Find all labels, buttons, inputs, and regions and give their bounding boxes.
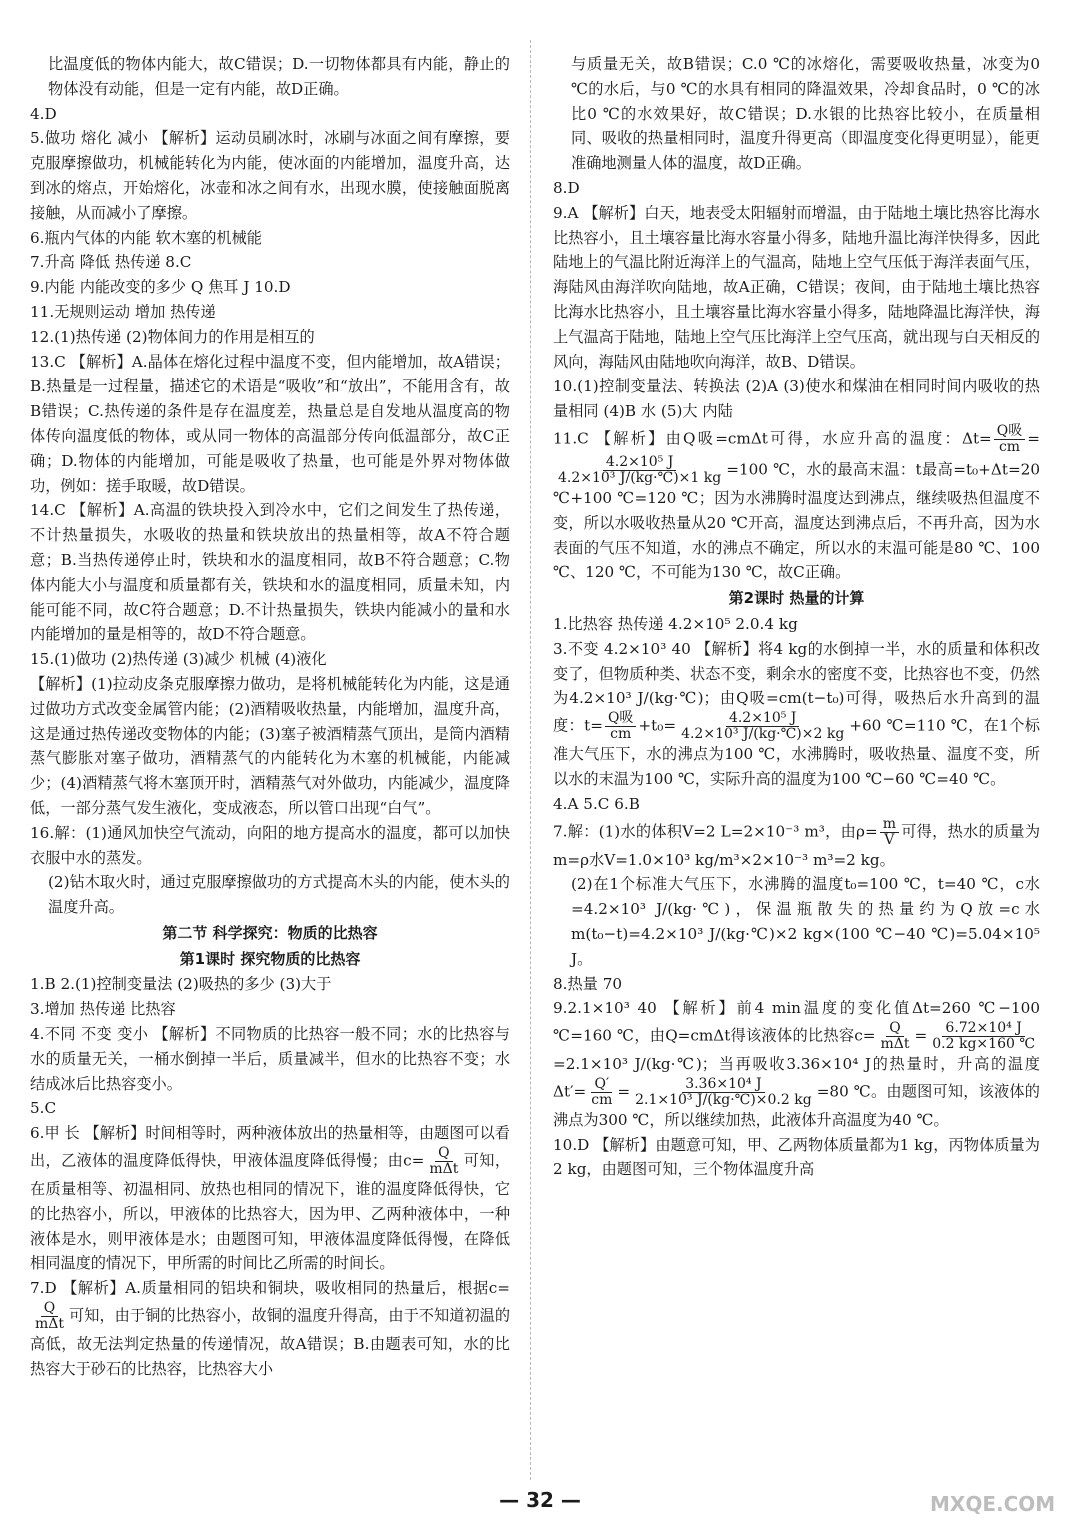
answer-12: 12.(1)热传递 (2)物体间力的作用是相互的: [30, 327, 315, 346]
lesson-heading: 第1课时 探究物质的比热容: [179, 949, 361, 968]
answer-16-part2: (2)钻木取火时，通过克服摩擦做功的方式提高木头的内能，使木头的温度升高。: [48, 873, 510, 917]
answer-8: 8.D: [553, 178, 580, 197]
answer-5b: 5.C: [30, 1099, 57, 1118]
right-column: [553, 52, 1040, 1182]
answer-15-analysis: 【解析】(1)拉动皮条克服摩擦力做功，是将机械能转化为内能，这是通过做功方式改变金属管内能；(2)酒精吸收热量，内能增加，温度升高，这是通过热传递改变物体的内能；(3)塞子被酒精蒸气顶出，是筒内酒精蒸气膨胀对塞子做功，酒精蒸气的内能转化为木塞的机械能，内能减少；(4)酒精蒸气将木塞顶开时，酒精蒸气对外做功，内能减少，温度降低，一部分蒸气发生液化，变成液态，所以管口出现“白气”。: [30, 674, 510, 817]
answer-6: 6.瓶内气体的内能 软木塞的机械能: [30, 228, 262, 247]
answer-9c: 9.2.1×10³ 40 【解析】前4 min温度的变化值Δt=260 ℃−100 ℃=160 ℃，由Q=cmΔt得该液体的比热容c= $\frac{Q}{\text{mΔt}}$ = $\frac{\text{6.72×10⁴ J}}{0.2 kg\times 160 ℃}$ =2.1×10³ J/(kg·℃)；当再吸收3.36×10⁴ J的热量时，升高的温度Δt′= $\frac{Q'}{cm}$ = $\frac{\text{3.36×10⁴ J}}{\text{2.1×10³ J/(kg·℃)×0.2 kg}}$ =80 ℃。由题图可知，该液体的沸点为300 ℃，所以继续加热，此液体升高温度为40 ℃。: [553, 999, 1040, 1129]
answer-7b-lead: 7.D 【解析】A.质量相同的铝块和铜块，吸收相同的热量后，根据: [30, 1279, 489, 1298]
answer-10: 10.(1)控制变量法、转换法 (2)A (3)使水和煤油在相同时间内吸收的热量相同 (4)B 水 (5)大 内陆: [553, 377, 1040, 421]
answer-11b-lead: 11.C 【解析】由Q吸=cmΔt可得，水应升高的温度：Δt=: [553, 429, 992, 448]
answer-15: 15.(1)做功 (2)热传递 (3)减少 机械 (4)液化: [30, 650, 327, 669]
answer-3c: 3.不变 4.2×10³ 40 【解析】将4 kg的水倒掉一半，水的质量和体积改变了，但物质种类、状态不变，剩余水的密度不变，比热容也不变，仍然为4.2×10³ J/(kg·℃)；由Q吸=cm(t−t₀)可得，吸热后水升高到的温度：t= $\frac{\text{Q吸}}{cm}$ +t₀= $\frac{\text{4.2×10⁵ J}}{\text{4.2×10³ J/(kg·℃)×2 kg}}$ +60 ℃=110 ℃，在1个标准大气压下，水的沸点为100 ℃，水沸腾时，吸收热量、温度不变，所以水的末温为100 ℃，实际升高的温度为100 ℃−60 ℃=40 ℃。: [553, 639, 1040, 788]
answer-11: 11.无规则运动 增加 热传递: [30, 302, 216, 321]
answer-7b: 7.D 【解析】A.质量相同的铝块和铜块，吸收相同的热量后，根据c= $\frac{Q}{\text{mΔt}}$ 可知，由于铜的比热容小，故铜的温度升得高，由于不知道初温的高低，故无法判定热量的传递情况，故A错误；B.由题表可知，水的比热容大于砂石的比热容，比热容大小: [30, 1279, 510, 1378]
answer-1-2: 1.B 2.(1)控制变量法 (2)吸热的多少 (3)大于: [30, 975, 332, 994]
answer-7-8: 7.升高 降低 热传递 8.C: [30, 253, 192, 272]
answer-5: 5.做功 熔化 减小 【解析】运动员刷冰时，冰刷与冰面之间有摩擦，要克服摩擦做功，机械能转化为内能，使冰面的内能增加，温度升高，达到冰的熔点，开始熔化，冰壶和冰之间有水，出现水膜，使接触面脱离接触，从而减小了摩擦。: [30, 129, 510, 222]
page-number: — 32 —: [499, 1488, 581, 1512]
answer-10c: 10.D 【解析】由题意可知，甲、乙两物体质量都为1 kg，丙物体质量为2 kg，由题图可知，三个物体温度升高: [553, 1135, 1040, 1179]
answer-6b-tail: 可知，在质量相等、初温相同、放热也相同的情况下，谁的温度降低得快，它的比热容小，所以，甲液体的比热容大，因为甲、乙两种液体中，一种液体是水，则甲液体是水；由题图可知，甲液体温度降低得慢，在降低相同温度的情况下，甲所需的时间比乙所需的时间长。: [30, 1151, 511, 1273]
formula-fraction: $\frac{Q}{\text{mΔt}}$: [880, 1020, 910, 1053]
formula-fraction: $\frac{\text{6.72×10⁴ J}}{0.2 kg\times 160 ℃}$: [932, 1020, 1035, 1053]
formula-fraction: $\frac{Q}{\text{mΔt}}$: [35, 1300, 65, 1333]
column-divider: [530, 40, 531, 1480]
section-heading: 第二节 科学探究：物质的比热容: [162, 923, 378, 942]
answer-4-6: 4.A 5.C 6.B: [553, 794, 640, 813]
answer-8c: 8.热量 70: [553, 974, 623, 993]
answer-7c: 7.解：(1)水的体积V=2 L=2×10⁻³ m³，由ρ= $\frac{m}{V}$ 可得，热水的质量为m=ρ水V=1.0×10³ kg/m³×2×10⁻³ m³=2 kg。: [553, 815, 1041, 869]
answer-13: 13.C 【解析】A.晶体在熔化过程中温度不变，但内能增加，故A错误；B.热量是一过程量，描述它的术语是“吸收”和“放出”，不能用含有，故B错误；C.热传递的条件是存在温度差，热量总是自发地从温度高的物体传向温度低的物体，或从同一物体的高温部分传向低温部分，故C正确；D.物体的内能增加，可能是吸收了热量，也可能是外界对物体做功，例如：搓手取暖，故D错误。: [30, 352, 510, 495]
answer-text: 比温度低的物体内能大，故C错误；D.一切物体都具有内能，静止的物体没有动能，但是一定有内能，故D正确。: [48, 55, 510, 98]
answer-9: 9.A 【解析】白天，地表受太阳辐射而增温，由于陆地土壤比热容比海水比热容小，且土壤容量比海水容量小得多，陆地升温比海洋快得多，因此陆地上的气温比附近海洋上的气温高，陆地上空气压低于海洋表面气压，海陆风由海洋吹向陆地，故A正确，C错误；夜间，由于陆地土壤比热容比海水比热容小，且土壤容量比海水容量小得多，陆地降温比海洋快，海上气温高于陆地，陆地上空气压比海洋上空气压高，就出现与白天相反的风向，海陆风由陆地吹向海洋，故B、D错误。: [553, 203, 1040, 371]
answer-4b: 4.不同 不变 变小 【解析】不同物质的比热容一般不同；水的比热容与水的质量无关，一桶水倒掉一半后，质量减半，但水的比热容不变；水结成冰后比热容变小。: [30, 1025, 510, 1093]
answer-6b: 6.甲 长 【解析】时间相等时，两种液体放出的热量相等，由题图可以看出，乙液体的温度降低得快，甲液体温度降低得慢；由c= $\frac{Q}{\text{mΔt}}$ 可知，在质量相等、初温相同、放热也相同的情况下，谁的温度降低得快，它的比热容小，所以，甲液体的比热容大，因为甲、乙两种液体中，一种液体是水，则甲液体是水；由题图可知，甲液体温度降低得慢，在降低相同温度的情况下，甲所需的时间比乙所需的时间长。: [30, 1124, 511, 1273]
answer-6b-lead: 6.甲 长 【解析】时间相等时，两种液体放出的热量相等，由题图可以看出，乙液体的温度降低得快，甲液体温度降低得慢；由: [30, 1124, 510, 1170]
answer-4: 4.D: [30, 104, 57, 123]
answer-text: 与质量无关，故B错误；C.0 ℃的冰熔化，需要吸收热量，冰变为0 ℃的水后，与0 ℃的水具有相同的降温效果，冷却食品时，0 ℃的冰比0 ℃的水效果好，故C错误；D.水银的比热容比较小，在质量相同、吸收的热量相同时，温度升得更高（即温度变化得更明显），能更准确地测量人体的温度，故D正确。: [571, 55, 1040, 173]
formula-fraction: $\frac{m}{V}$: [880, 817, 899, 848]
lesson-heading: 第2课时 热量的计算: [728, 589, 865, 608]
answer-7b-tail: 可知，由于铜的比热容小，故铜的温度升得高，由于不知道初温的高低，故无法判定热量的传递情况，故A错误；B.由题表可知，水的比热容大于砂石的比热容，比热容大小: [30, 1306, 510, 1378]
answer-14: 14.C 【解析】A.高温的铁块投入到冷水中，它们之间发生了热传递，不计热量损失，水吸收的热量和铁块放出的热量相等，故A不符合题意；B.当热传递停止时，铁块和水的温度相同，故B不符合题意；C.物体内能大小与温度和质量都有关，铁块和水的温度相同，质量未知，内能可能不同，故C符合题意；D.不计热量损失，铁块内能减小的量和水内能增加的量是相等的，故D不符合题意。: [30, 501, 510, 644]
formula-fraction: $\frac{\text{Q吸}}{cm}$: [994, 424, 1025, 455]
left-column: [30, 52, 510, 1382]
answer-3: 3.增加 热传递 比热容: [30, 1000, 176, 1019]
formula-fraction: $\frac{\text{4.2×10⁵ J}}{\text{4.2×10³ J/(kg·℃)×2 kg}}$: [681, 710, 845, 743]
answer-1-2c: 1.比热容 热传递 4.2×10⁵ 2.0.4 kg: [553, 614, 798, 633]
answer-11b-tail: =100 ℃，水的最高末温：t最高=t₀+Δt=20 ℃+100 ℃=120 ℃；因为水沸腾时温度达到沸点，继续吸热但温度不变，所以水吸收热量从20 ℃开高，温度达到沸点后，不再升高，因为水表面的气压不知道，水的沸点不确定，所以水的末温可能是80 ℃、100 ℃、120 ℃，不可能为130 ℃，故C正确。: [553, 460, 1040, 582]
watermark: MXQE.COM: [930, 1492, 1056, 1516]
formula-fraction: $\frac{\text{Q吸}}{cm}$: [605, 711, 636, 742]
answer-9-10: 9.内能 内能改变的多少 Q 焦耳 J 10.D: [30, 278, 291, 297]
answer-11b: 11.C 【解析】由Q吸=cmΔt可得，水应升高的温度：Δt= $\frac{\text{Q吸}}{cm}$ = $\frac{\text{4.2×10⁵ J}}{\text{4.2×10³ J/(kg·℃)×1 kg}}$ =100 ℃，水的最高末温：t最高=t₀+Δt=20 ℃+100 ℃=120 ℃；因为水沸腾时温度达到沸点，继续吸热但温度不变，所以水吸收热量从20 ℃开高，温度达到沸点后，不再升高，因为水表面的气压不知道，水的沸点不确定，所以水的末温可能是80 ℃、100 ℃、120 ℃，不可能为130 ℃，故C正确。: [553, 422, 1040, 582]
answer-7c-part2: (2)在1个标准大气压下，水沸腾的温度t₀=100 ℃，t=40 ℃，c水=4.2×10³ J/(kg·℃)，保温瓶散失的热量约为Q放=c水m(t₀−t)=4.2×10³ J/(kg·℃)×2 kg×(100 ℃−40 ℃)=5.04×10⁵ J。: [571, 875, 1040, 968]
formula-fraction: $\frac{\text{3.36×10⁴ J}}{\text{2.1×10³ J/(kg·℃)×0.2 kg}}$: [635, 1075, 812, 1108]
formula-fraction: $\frac{\text{4.2×10⁵ J}}{\text{4.2×10³ J/(kg·℃)×1 kg}}$: [558, 453, 722, 486]
answer-16: 16.解：(1)通风加快空气流动，向阳的地方提高水的温度，都可以加快衣服中水的蒸发。: [30, 823, 510, 867]
formula-fraction: $\frac{Q'}{cm}$: [591, 1075, 613, 1108]
formula-fraction: $\frac{Q}{\text{mΔt}}$: [429, 1145, 459, 1178]
